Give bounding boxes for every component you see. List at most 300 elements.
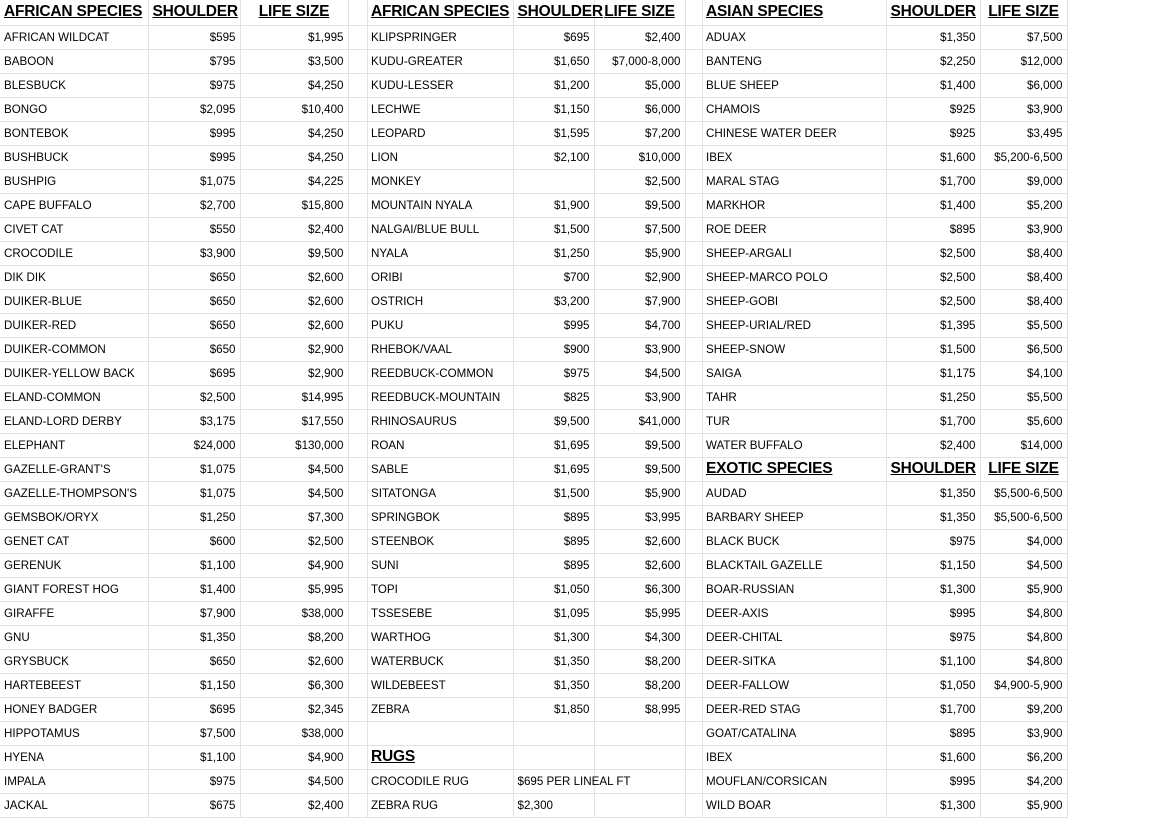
species-name: IBEX xyxy=(702,145,886,169)
species-name: GIRAFFE xyxy=(0,601,148,625)
table-row xyxy=(0,217,367,241)
table-row xyxy=(702,169,1067,193)
table-row xyxy=(0,601,367,625)
species-name: WILDEBEEST xyxy=(367,673,513,697)
table-row xyxy=(367,553,702,577)
species-name: GIANT FOREST HOG xyxy=(0,577,148,601)
spacer-cell xyxy=(348,529,367,553)
table-row xyxy=(702,337,1067,361)
life-size-price: $5,900 xyxy=(594,481,685,505)
shoulder-price: $1,350 xyxy=(886,25,980,49)
life-size-price: $12,000 xyxy=(980,49,1067,73)
spacer-cell xyxy=(685,673,702,697)
life-size-price: $2,600 xyxy=(240,265,348,289)
species-name: BONTEBOK xyxy=(0,121,148,145)
shoulder-price: $9,500 xyxy=(513,409,594,433)
spacer-cell xyxy=(685,49,702,73)
species-name: NALGAI/BLUE BULL xyxy=(367,217,513,241)
species-name: AUDAD xyxy=(702,481,886,505)
life-size-column-header: LIFE SIZE xyxy=(240,0,348,25)
table-row xyxy=(702,97,1067,121)
life-size-price: $5,995 xyxy=(240,577,348,601)
life-size-price: $4,500 xyxy=(980,553,1067,577)
table-row xyxy=(0,361,367,385)
life-size-price: $3,495 xyxy=(980,121,1067,145)
life-size-price: $4,800 xyxy=(980,625,1067,649)
table-row xyxy=(0,289,367,313)
species-name: REEDBUCK-COMMON xyxy=(367,361,513,385)
life-size-price: $3,900 xyxy=(980,217,1067,241)
spacer-cell xyxy=(685,97,702,121)
table-row xyxy=(0,769,367,793)
table-row xyxy=(0,409,367,433)
table-row xyxy=(367,241,702,265)
table-row xyxy=(367,121,702,145)
spacer-cell xyxy=(685,601,702,625)
species-name: JACKAL xyxy=(0,793,148,817)
shoulder-price: $1,095 xyxy=(513,601,594,625)
life-size-price: $6,500 xyxy=(980,337,1067,361)
shoulder-price: $895 xyxy=(886,721,980,745)
table-row xyxy=(702,721,1067,745)
spacer-cell xyxy=(348,769,367,793)
life-size-price: $7,200 xyxy=(594,121,685,145)
shoulder-price: $995 xyxy=(148,145,240,169)
spacer-cell xyxy=(685,529,702,553)
species-name: KUDU-GREATER xyxy=(367,49,513,73)
table-row xyxy=(0,457,367,481)
life-size-price: $9,200 xyxy=(980,697,1067,721)
table-row xyxy=(0,673,367,697)
shoulder-price: $975 xyxy=(513,361,594,385)
species-name: DUIKER-RED xyxy=(0,313,148,337)
empty-row xyxy=(367,721,702,745)
shoulder-price: $1,100 xyxy=(886,649,980,673)
species-name: DEER-CHITAL xyxy=(702,625,886,649)
table-row xyxy=(367,433,702,457)
species-name: GNU xyxy=(0,625,148,649)
table-row xyxy=(0,505,367,529)
life-size-price: $5,995 xyxy=(594,601,685,625)
shoulder-column-header: SHOULDER xyxy=(513,0,594,25)
spacer-cell xyxy=(348,481,367,505)
shoulder-price: $975 xyxy=(148,73,240,97)
table-row xyxy=(702,793,1067,817)
spacer-cell xyxy=(685,649,702,673)
species-name: ORIBI xyxy=(367,265,513,289)
species-name: PUKU xyxy=(367,313,513,337)
spacer-cell xyxy=(348,145,367,169)
species-name: RHEBOK/VAAL xyxy=(367,337,513,361)
species-name: SHEEP-MARCO POLO xyxy=(702,265,886,289)
table-row xyxy=(367,601,702,625)
life-size-price: $4,900 xyxy=(240,745,348,769)
spacer-cell xyxy=(348,601,367,625)
life-size-price: $5,500-6,500 xyxy=(980,505,1067,529)
shoulder-price: $1,075 xyxy=(148,481,240,505)
species-name: SAIGA xyxy=(702,361,886,385)
species-name: WATER BUFFALO xyxy=(702,433,886,457)
species-name: GEMSBOK/ORYX xyxy=(0,505,148,529)
shoulder-price: $695 xyxy=(513,25,594,49)
shoulder-price: $2,500 xyxy=(886,265,980,289)
species-name: BLACK BUCK xyxy=(702,529,886,553)
table-row xyxy=(367,457,702,481)
shoulder-price: $2,300 xyxy=(513,793,594,817)
table-row xyxy=(367,361,702,385)
life-size-price: $8,400 xyxy=(980,265,1067,289)
life-size-price: $7,500 xyxy=(594,217,685,241)
species-name: ROAN xyxy=(367,433,513,457)
species-name: BUSHPIG xyxy=(0,169,148,193)
life-size-price: $3,900 xyxy=(980,721,1067,745)
shoulder-price: $925 xyxy=(886,121,980,145)
species-name: WATERBUCK xyxy=(367,649,513,673)
spacer-cell xyxy=(685,553,702,577)
shoulder-price: $700 xyxy=(513,265,594,289)
shoulder-price: $2,500 xyxy=(148,385,240,409)
life-size-price: $15,800 xyxy=(240,193,348,217)
shoulder-price: $650 xyxy=(148,337,240,361)
life-size-price: $10,000 xyxy=(594,145,685,169)
life-size-price: $4,800 xyxy=(980,601,1067,625)
life-size-price: $5,000 xyxy=(594,73,685,97)
life-size-price: $4,500 xyxy=(240,457,348,481)
table-row xyxy=(702,49,1067,73)
header-row xyxy=(702,457,1067,481)
life-size-price: $7,300 xyxy=(240,505,348,529)
life-size-price: $38,000 xyxy=(240,721,348,745)
life-size-price: $8,995 xyxy=(594,697,685,721)
shoulder-price: $1,700 xyxy=(886,169,980,193)
spacer-cell xyxy=(685,481,702,505)
life-size-column-header: LIFE SIZE xyxy=(980,0,1067,25)
shoulder-price: $1,100 xyxy=(148,745,240,769)
spacer-cell xyxy=(348,97,367,121)
table-row xyxy=(702,433,1067,457)
spacer-cell xyxy=(348,649,367,673)
species-name: ROE DEER xyxy=(702,217,886,241)
shoulder-price: $1,500 xyxy=(513,481,594,505)
table-row xyxy=(367,73,702,97)
shoulder-price: $1,100 xyxy=(148,553,240,577)
spacer-cell xyxy=(348,385,367,409)
shoulder-price: $2,700 xyxy=(148,193,240,217)
shoulder-price: $650 xyxy=(148,649,240,673)
spacer-cell xyxy=(685,721,702,745)
shoulder-column-header: SHOULDER xyxy=(886,457,980,481)
life-size-price: $2,600 xyxy=(240,649,348,673)
table-row xyxy=(0,193,367,217)
table-row xyxy=(0,433,367,457)
life-size-price: $2,900 xyxy=(594,265,685,289)
shoulder-price: $975 xyxy=(886,529,980,553)
life-size-price: $4,300 xyxy=(594,625,685,649)
species-name: BABOON xyxy=(0,49,148,73)
shoulder-price: $1,650 xyxy=(513,49,594,73)
species-name: AFRICAN WILDCAT xyxy=(0,25,148,49)
spacer-cell xyxy=(685,745,702,769)
shoulder-price: $1,400 xyxy=(886,73,980,97)
spacer-cell xyxy=(685,0,702,25)
life-size-price: $4,700 xyxy=(594,313,685,337)
species-name: RHINOSAURUS xyxy=(367,409,513,433)
table-row xyxy=(702,241,1067,265)
species-name: TOPI xyxy=(367,577,513,601)
life-size-price: $7,000-8,000 xyxy=(594,49,685,73)
species-name: TSSESEBE xyxy=(367,601,513,625)
life-size-price: $4,250 xyxy=(240,73,348,97)
spacer-cell xyxy=(685,409,702,433)
shoulder-price: $975 xyxy=(148,769,240,793)
species-name: GENET CAT xyxy=(0,529,148,553)
table-row xyxy=(702,697,1067,721)
life-size-price: $4,500 xyxy=(594,361,685,385)
shoulder-price: $650 xyxy=(148,313,240,337)
species-name: DEER-RED STAG xyxy=(702,697,886,721)
shoulder-price: $1,850 xyxy=(513,697,594,721)
shoulder-price: $895 xyxy=(513,505,594,529)
spacer-cell xyxy=(348,553,367,577)
table-row xyxy=(0,169,367,193)
species-name: NYALA xyxy=(367,241,513,265)
species-name: BONGO xyxy=(0,97,148,121)
shoulder-price: $895 xyxy=(886,217,980,241)
table-row xyxy=(0,313,367,337)
shoulder-price: $1,350 xyxy=(513,673,594,697)
table-row xyxy=(702,673,1067,697)
life-size-price: $130,000 xyxy=(240,433,348,457)
species-name: REEDBUCK-MOUNTAIN xyxy=(367,385,513,409)
spacer-cell xyxy=(685,121,702,145)
spacer-cell xyxy=(348,49,367,73)
table-row xyxy=(702,625,1067,649)
species-name: SUNI xyxy=(367,553,513,577)
table-row xyxy=(702,649,1067,673)
species-name: DEER-SITKA xyxy=(702,649,886,673)
table-row xyxy=(367,97,702,121)
shoulder-price: $1,050 xyxy=(886,673,980,697)
shoulder-price: $1,900 xyxy=(513,193,594,217)
life-size-price: $5,600 xyxy=(980,409,1067,433)
shoulder-price: $995 xyxy=(148,121,240,145)
life-size-price: $4,225 xyxy=(240,169,348,193)
spacer-cell xyxy=(348,193,367,217)
spacer-cell xyxy=(685,265,702,289)
life-size-column-header: LIFE SIZE xyxy=(594,0,685,25)
table-row xyxy=(0,697,367,721)
spacer-cell xyxy=(685,193,702,217)
species-name: HYENA xyxy=(0,745,148,769)
species-name: ZEBRA RUG xyxy=(367,793,513,817)
spacer-cell xyxy=(348,289,367,313)
spacer-cell xyxy=(348,337,367,361)
spacer-cell xyxy=(685,505,702,529)
spacer-cell xyxy=(348,625,367,649)
table-row xyxy=(367,337,702,361)
species-name: BANTENG xyxy=(702,49,886,73)
table-row xyxy=(702,409,1067,433)
life-size-price: $7,900 xyxy=(594,289,685,313)
spacer-cell xyxy=(348,457,367,481)
table-row xyxy=(0,145,367,169)
table-row xyxy=(367,625,702,649)
spacer-cell xyxy=(685,697,702,721)
empty-cell xyxy=(367,721,513,745)
life-size-price: $8,400 xyxy=(980,289,1067,313)
shoulder-price: $1,500 xyxy=(886,337,980,361)
shoulder-price: $1,400 xyxy=(886,193,980,217)
table-row xyxy=(702,73,1067,97)
table-row xyxy=(0,25,367,49)
species-name: BUSHBUCK xyxy=(0,145,148,169)
table-row xyxy=(702,601,1067,625)
life-size-price: $8,200 xyxy=(240,625,348,649)
table-row xyxy=(702,481,1067,505)
table-row xyxy=(367,145,702,169)
species-name: STEENBOK xyxy=(367,529,513,553)
life-size-price: $4,500 xyxy=(240,481,348,505)
species-name: KLIPSPRINGER xyxy=(367,25,513,49)
spacer-cell xyxy=(685,769,702,793)
shoulder-price: $1,250 xyxy=(886,385,980,409)
table-row xyxy=(367,169,702,193)
shoulder-price: $1,350 xyxy=(886,481,980,505)
species-name: CHAMOIS xyxy=(702,97,886,121)
life-size-price: $2,345 xyxy=(240,697,348,721)
table-row xyxy=(702,25,1067,49)
life-size-price: $6,000 xyxy=(980,73,1067,97)
shoulder-column-header: SHOULDER xyxy=(886,0,980,25)
life-size-price: $9,500 xyxy=(594,457,685,481)
shoulder-price: $925 xyxy=(886,97,980,121)
life-size-price: $41,000 xyxy=(594,409,685,433)
african-species-table-2 xyxy=(367,0,703,818)
species-name: SHEEP-GOBI xyxy=(702,289,886,313)
species-name: DIK DIK xyxy=(0,265,148,289)
species-name: ELAND-LORD DERBY xyxy=(0,409,148,433)
species-name: CROCODILE RUG xyxy=(367,769,513,793)
table-row xyxy=(702,313,1067,337)
spacer-cell xyxy=(685,217,702,241)
life-size-price: $2,900 xyxy=(240,361,348,385)
life-size-price: $5,500-6,500 xyxy=(980,481,1067,505)
species-name: BLUE SHEEP xyxy=(702,73,886,97)
shoulder-price: $1,700 xyxy=(886,409,980,433)
table-row xyxy=(0,721,367,745)
life-size-price: $4,250 xyxy=(240,121,348,145)
shoulder-price: $1,250 xyxy=(148,505,240,529)
spacer-cell xyxy=(348,25,367,49)
life-size-price: $2,500 xyxy=(594,169,685,193)
species-name: TAHR xyxy=(702,385,886,409)
table-row xyxy=(0,337,367,361)
shoulder-price: $1,395 xyxy=(886,313,980,337)
header-row xyxy=(0,0,367,25)
shoulder-column-header: SHOULDER xyxy=(148,0,240,25)
life-size-price: $6,000 xyxy=(594,97,685,121)
shoulder-price: $24,000 xyxy=(148,433,240,457)
life-size-price: $2,400 xyxy=(240,793,348,817)
table-row xyxy=(702,265,1067,289)
species-name: MARAL STAG xyxy=(702,169,886,193)
life-size-price: $14,995 xyxy=(240,385,348,409)
shoulder-price xyxy=(513,169,594,193)
shoulder-price: $2,250 xyxy=(886,49,980,73)
species-name: ELEPHANT xyxy=(0,433,148,457)
spacer-cell xyxy=(348,241,367,265)
table-row xyxy=(0,265,367,289)
shoulder-price: $1,050 xyxy=(513,577,594,601)
rug-row xyxy=(367,769,702,793)
life-size-price: $8,200 xyxy=(594,673,685,697)
life-size-price: $5,200 xyxy=(980,193,1067,217)
species-name: DUIKER-BLUE xyxy=(0,289,148,313)
spacer-cell xyxy=(685,457,702,481)
shoulder-price: $1,175 xyxy=(886,361,980,385)
table-row xyxy=(367,673,702,697)
shoulder-price: $3,900 xyxy=(148,241,240,265)
life-size-price: $4,100 xyxy=(980,361,1067,385)
table-row xyxy=(702,217,1067,241)
shoulder-price: $1,150 xyxy=(513,97,594,121)
species-column-header: ASIAN SPECIES xyxy=(702,0,886,25)
life-size-price: $2,600 xyxy=(594,553,685,577)
spacer-cell xyxy=(685,313,702,337)
life-size-price: $8,200 xyxy=(594,649,685,673)
species-name: SHEEP-ARGALI xyxy=(702,241,886,265)
shoulder-price: $1,200 xyxy=(513,73,594,97)
life-size-price: $4,500 xyxy=(240,769,348,793)
spacer-cell xyxy=(685,169,702,193)
species-name: TUR xyxy=(702,409,886,433)
life-size-price: $4,200 xyxy=(980,769,1067,793)
spacer-cell xyxy=(685,73,702,97)
life-size-price: $6,200 xyxy=(980,745,1067,769)
spacer-cell xyxy=(348,0,367,25)
life-size-price: $9,500 xyxy=(240,241,348,265)
shoulder-price: $695 xyxy=(148,361,240,385)
table-row xyxy=(367,289,702,313)
rugs-header-row xyxy=(367,745,702,769)
shoulder-price: $550 xyxy=(148,217,240,241)
shoulder-price: $975 xyxy=(886,625,980,649)
shoulder-price: $1,075 xyxy=(148,457,240,481)
life-size-price xyxy=(594,793,685,817)
shoulder-price: $595 xyxy=(148,25,240,49)
spacer-cell xyxy=(685,625,702,649)
table-row xyxy=(702,553,1067,577)
shoulder-price: $1,595 xyxy=(513,121,594,145)
spacer-cell xyxy=(348,793,367,817)
species-name: MOUNTAIN NYALA xyxy=(367,193,513,217)
species-name: HONEY BADGER xyxy=(0,697,148,721)
shoulder-price: $1,695 xyxy=(513,433,594,457)
spacer-cell xyxy=(685,793,702,817)
table-row xyxy=(0,385,367,409)
life-size-price: $2,600 xyxy=(594,529,685,553)
table-row xyxy=(0,577,367,601)
species-name: BOAR-RUSSIAN xyxy=(702,577,886,601)
empty-cell xyxy=(594,745,685,769)
empty-cell xyxy=(513,721,594,745)
shoulder-price: $900 xyxy=(513,337,594,361)
life-size-price: $1,995 xyxy=(240,25,348,49)
table-row xyxy=(367,193,702,217)
shoulder-price: $895 xyxy=(513,529,594,553)
table-row xyxy=(0,529,367,553)
table-row xyxy=(0,121,367,145)
